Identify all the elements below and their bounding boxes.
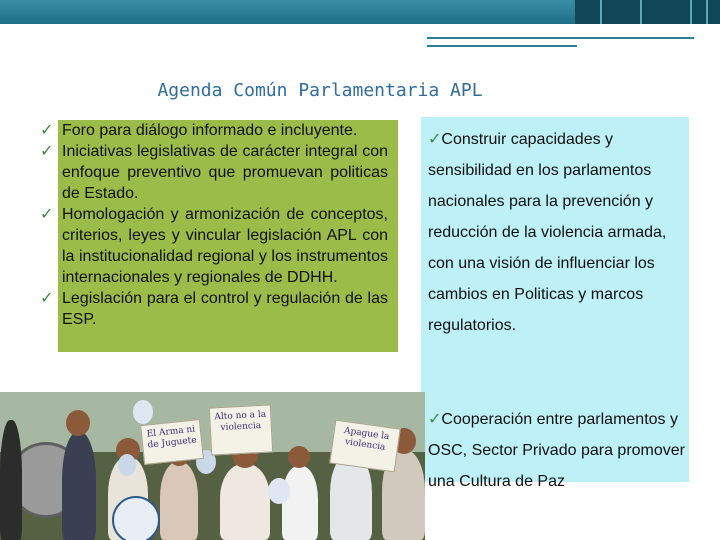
person-figure: [160, 462, 198, 540]
government-seal-icon: [112, 496, 160, 540]
right-block-capacidades: [428, 124, 690, 341]
header-stripe: [600, 0, 602, 24]
header-bar-dark-segment: [575, 0, 720, 24]
balloon: [118, 454, 136, 476]
person-figure: [220, 464, 270, 540]
person-figure: [62, 432, 96, 540]
list-item-text: Homologación y armonización de conceptos, criterios, leyes y vincular legislación APL con la institucionalidad regional y los instrumentos internacionales y regionales de DDHH.: [62, 206, 388, 286]
list-item: [40, 204, 388, 288]
checkmark-icon: ✓: [40, 290, 54, 307]
header-stripe: [690, 0, 692, 24]
right-block-text: Cooperación entre parlamentos y OSC, Sector Privado para promover una Cultura de Paz: [428, 411, 685, 490]
balloon: [268, 478, 290, 504]
slide-title: Agenda Común Parlamentaria APL: [157, 80, 483, 101]
list-item-text: Legislación para el control y regulación de las ESP.: [62, 290, 388, 328]
list-item: [40, 120, 388, 141]
protest-sign: Alto no a la violencia: [209, 404, 273, 455]
header-stripe: [640, 0, 642, 24]
balloon: [133, 400, 153, 424]
right-block-cooperacion: [428, 404, 690, 497]
checkmark-icon: ✓: [428, 411, 442, 428]
header-stripe: [706, 0, 708, 24]
person-figure: [282, 466, 318, 540]
header-rule: [427, 37, 694, 39]
list-item: [40, 288, 388, 330]
list-item-text: Foro para diálogo informado e incluyente.: [62, 122, 358, 139]
demonstration-photo: [0, 392, 425, 540]
list-item: [40, 141, 388, 204]
header-rule: [427, 45, 577, 47]
checkmark-icon: ✓: [428, 131, 442, 148]
protest-sign: El Arma ni de Juguete: [140, 419, 204, 465]
protest-sign: Apague la violencia: [329, 420, 400, 473]
checkmark-icon: ✓: [40, 143, 54, 160]
checkmark-icon: ✓: [40, 122, 54, 139]
person-head: [66, 410, 90, 436]
left-bullet-list: [40, 120, 388, 330]
list-item-text: Iniciativas legislativas de carácter integral con enfoque preventivo que promuevan politicas de Estado.: [62, 143, 388, 202]
right-block-text: Construir capacidades y sensibilidad en los parlamentos nacionales para la prevención y reducción de la violencia armada, con una visión de influenciar los cambios en Politicas y marcos regulatorios.: [428, 131, 667, 334]
checkmark-icon: ✓: [40, 206, 54, 223]
person-figure: [0, 420, 22, 540]
person-head: [288, 446, 310, 468]
